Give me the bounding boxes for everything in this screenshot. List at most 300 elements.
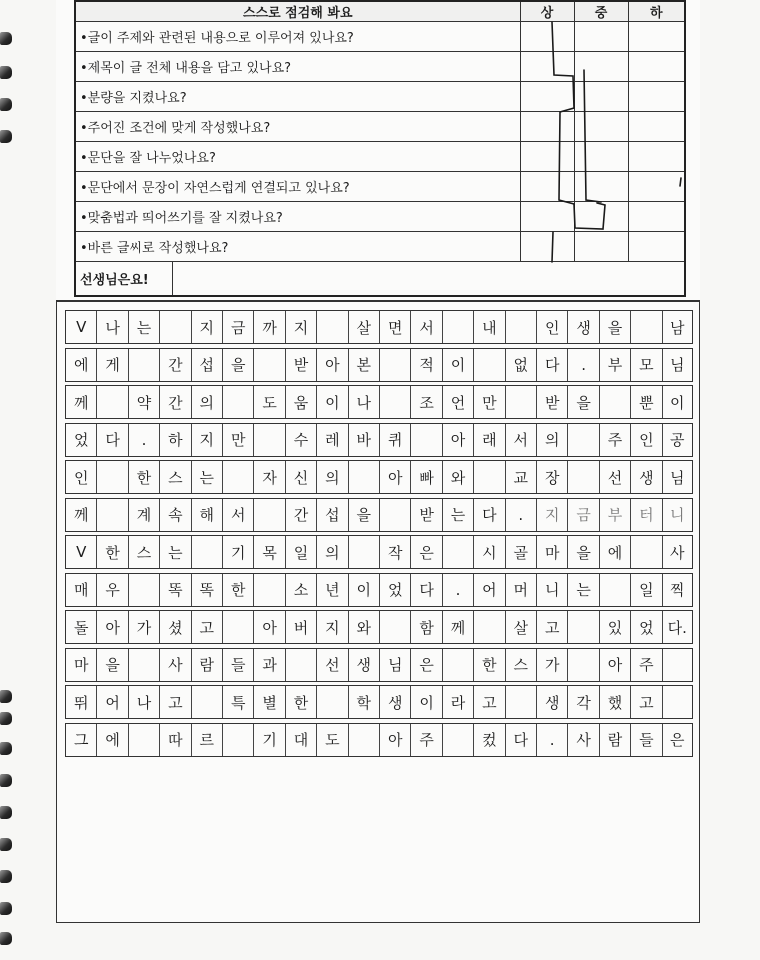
manuscript-cell: 님 <box>662 349 693 381</box>
manuscript-cell: 스 <box>505 649 536 681</box>
self-check-item: •문단을 잘 나누었나요? <box>75 142 520 172</box>
manuscript-cell: 간 <box>159 349 190 381</box>
manuscript-cell: 살 <box>348 311 379 343</box>
manuscript-cell: 과 <box>253 649 284 681</box>
manuscript-cell <box>599 386 630 418</box>
manuscript-row <box>65 310 693 344</box>
manuscript-cell: 터 <box>630 499 661 531</box>
manuscript-cell: 마 <box>536 536 567 568</box>
manuscript-row <box>65 385 693 419</box>
manuscript-cell <box>505 686 536 718</box>
manuscript-cell: 금 <box>222 311 253 343</box>
manuscript-cell <box>348 536 379 568</box>
binding-ring <box>0 690 12 703</box>
rating-cell-low <box>628 232 685 262</box>
binding-ring <box>0 32 12 45</box>
manuscript-cell <box>316 311 347 343</box>
rating-low-header: 하 <box>628 1 685 22</box>
manuscript-cell: 는 <box>191 461 222 493</box>
self-check-item: •분량을 지켰나요? <box>75 82 520 112</box>
manuscript-cell <box>630 536 661 568</box>
binding-ring <box>0 774 12 787</box>
manuscript-cell: 남 <box>662 311 693 343</box>
teacher-comment-cell <box>75 262 685 297</box>
manuscript-cell <box>128 349 159 381</box>
rating-cell-low <box>628 112 685 142</box>
manuscript-cell: 의 <box>536 424 567 456</box>
manuscript-cell <box>159 311 190 343</box>
manuscript-cell: 의 <box>191 386 222 418</box>
manuscript-cell: 서 <box>505 424 536 456</box>
self-check-row <box>75 142 685 172</box>
manuscript-cell <box>599 574 630 606</box>
manuscript-cell: . <box>505 499 536 531</box>
binding-ring <box>0 712 12 725</box>
rating-cell-mid <box>574 52 628 82</box>
manuscript-cell: 사 <box>662 536 693 568</box>
self-check-row <box>75 202 685 232</box>
manuscript-cell: 섭 <box>191 349 222 381</box>
manuscript-cell <box>379 386 410 418</box>
self-check-row <box>75 172 685 202</box>
teacher-comment-label: 선생님은요! <box>80 262 173 295</box>
rating-high-header: 상 <box>520 1 574 22</box>
manuscript-cell: 을 <box>348 499 379 531</box>
manuscript-cell <box>316 686 347 718</box>
manuscript-cell: 도 <box>316 724 347 756</box>
rating-cell-low <box>628 52 685 82</box>
manuscript-cell: 이 <box>662 386 693 418</box>
manuscript-cell: 을 <box>567 386 598 418</box>
manuscript-cell: 빠 <box>410 461 441 493</box>
manuscript-cell: 인 <box>630 424 661 456</box>
binding-ring <box>0 742 12 755</box>
manuscript-cell: 니 <box>536 574 567 606</box>
manuscript-cell: 받 <box>536 386 567 418</box>
manuscript-cell: 고 <box>191 611 222 643</box>
rating-cell-low <box>628 82 685 112</box>
manuscript-cell <box>473 611 504 643</box>
manuscript-cell: 스 <box>128 536 159 568</box>
manuscript-cell: 적 <box>410 349 441 381</box>
manuscript-cell <box>473 461 504 493</box>
manuscript-cell: 했 <box>599 686 630 718</box>
manuscript-cell: 특 <box>222 686 253 718</box>
manuscript-cell: 있 <box>599 611 630 643</box>
manuscript-cell: 와 <box>442 461 473 493</box>
manuscript-cell: 게 <box>96 349 127 381</box>
manuscript-cell: 일 <box>285 536 316 568</box>
manuscript-cell: 나 <box>96 311 127 343</box>
manuscript-cell: 부 <box>599 349 630 381</box>
manuscript-cell: 아 <box>599 649 630 681</box>
manuscript-cell: 아 <box>442 424 473 456</box>
manuscript-cell: 계 <box>128 499 159 531</box>
manuscript-cell: . <box>442 574 473 606</box>
manuscript-cell: 와 <box>348 611 379 643</box>
manuscript-cell: 지 <box>191 311 222 343</box>
manuscript-cell <box>253 499 284 531</box>
manuscript-cell: 받 <box>285 349 316 381</box>
manuscript-cell: 라 <box>442 686 473 718</box>
manuscript-cell <box>505 311 536 343</box>
manuscript-cell: 람 <box>191 649 222 681</box>
manuscript-cell: 지 <box>191 424 222 456</box>
manuscript-cell: 이 <box>442 349 473 381</box>
rating-cell-mid <box>574 202 628 232</box>
manuscript-cell <box>222 386 253 418</box>
manuscript-cell: 부 <box>599 499 630 531</box>
manuscript-cell: 주 <box>410 724 441 756</box>
manuscript-cell <box>630 311 661 343</box>
manuscript-cell: 따 <box>159 724 190 756</box>
manuscript-cell: 똑 <box>159 574 190 606</box>
manuscript-cell: 사 <box>567 724 598 756</box>
manuscript-cell <box>222 611 253 643</box>
manuscript-cell: 람 <box>599 724 630 756</box>
manuscript-cell: 자 <box>253 461 284 493</box>
manuscript-cell <box>379 611 410 643</box>
manuscript-cell <box>191 536 222 568</box>
manuscript-cell: 까 <box>253 311 284 343</box>
manuscript-cell: 기 <box>253 724 284 756</box>
rating-cell-mid <box>574 232 628 262</box>
manuscript-cell: 이 <box>348 574 379 606</box>
manuscript-cell: 선 <box>599 461 630 493</box>
manuscript-cell: 머 <box>505 574 536 606</box>
manuscript-cell: . <box>128 424 159 456</box>
manuscript-cell: 스 <box>159 461 190 493</box>
manuscript-cell <box>253 574 284 606</box>
self-check-row <box>75 112 685 142</box>
rating-cell-high <box>520 172 574 202</box>
self-check-row <box>75 52 685 82</box>
manuscript-row <box>65 535 693 569</box>
manuscript-cell: 그 <box>65 724 96 756</box>
manuscript-cell: 도 <box>253 386 284 418</box>
manuscript-cell: 을 <box>599 311 630 343</box>
self-check-header-row <box>75 1 685 22</box>
manuscript-cell <box>567 649 598 681</box>
manuscript-cell: 바 <box>348 424 379 456</box>
self-check-item: •바른 글씨로 작성했나요? <box>75 232 520 262</box>
manuscript-cell: 만 <box>473 386 504 418</box>
manuscript-cell: 는 <box>442 499 473 531</box>
manuscript-cell: 공 <box>662 424 693 456</box>
manuscript-cell: 다 <box>410 574 441 606</box>
manuscript-cell: 한 <box>285 686 316 718</box>
manuscript-cell: 매 <box>65 574 96 606</box>
manuscript-cell: 의 <box>316 536 347 568</box>
manuscript-cell: 께 <box>442 611 473 643</box>
binding-ring <box>0 932 12 945</box>
manuscript-cell: 섭 <box>316 499 347 531</box>
manuscript-cell: 약 <box>128 386 159 418</box>
self-check-item: •주어진 조건에 맞게 작성했나요? <box>75 112 520 142</box>
self-check-item: •문단에서 문장이 자연스럽게 연결되고 있나요? <box>75 172 520 202</box>
manuscript-cell: 아 <box>379 724 410 756</box>
binding-ring <box>0 66 12 79</box>
rating-cell-high <box>520 82 574 112</box>
manuscript-cell: 가 <box>128 611 159 643</box>
manuscript-cell: V <box>65 311 96 343</box>
manuscript-cell: 에 <box>65 349 96 381</box>
manuscript-cell: 었 <box>379 574 410 606</box>
manuscript-cell: 목 <box>253 536 284 568</box>
manuscript-cell <box>96 386 127 418</box>
teacher-comment-row <box>75 262 685 297</box>
manuscript-cell: 의 <box>316 461 347 493</box>
manuscript-cell: 작 <box>379 536 410 568</box>
self-check-item: •글이 주제와 관련된 내용으로 이루어져 있나요? <box>75 22 520 52</box>
rating-cell-low <box>628 22 685 52</box>
manuscript-cell: 생 <box>630 461 661 493</box>
spiral-binding <box>0 0 16 960</box>
manuscript-cell: 생 <box>379 686 410 718</box>
manuscript-cell <box>253 424 284 456</box>
manuscript-cell: 교 <box>505 461 536 493</box>
manuscript-cell: 고 <box>630 686 661 718</box>
manuscript-cell: 생 <box>567 311 598 343</box>
manuscript-cell <box>348 724 379 756</box>
manuscript-cell: 퀴 <box>379 424 410 456</box>
manuscript-cell: 나 <box>348 386 379 418</box>
manuscript-cell <box>442 649 473 681</box>
self-check-table <box>74 0 686 297</box>
manuscript-cell: 속 <box>159 499 190 531</box>
rating-cell-high <box>520 22 574 52</box>
manuscript-cell <box>191 686 222 718</box>
manuscript-cell: 살 <box>505 611 536 643</box>
manuscript-cell: 한 <box>128 461 159 493</box>
manuscript-cell: 본 <box>348 349 379 381</box>
manuscript-cell: 아 <box>379 461 410 493</box>
manuscript-cell <box>128 724 159 756</box>
manuscript-cell: 한 <box>222 574 253 606</box>
manuscript-cell: 다. <box>662 611 693 643</box>
manuscript-cell: 대 <box>285 724 316 756</box>
manuscript-cell <box>473 349 504 381</box>
manuscript-cell: 들 <box>630 724 661 756</box>
manuscript-row <box>65 648 693 682</box>
manuscript-cell: 없 <box>505 349 536 381</box>
rating-cell-low <box>628 142 685 172</box>
manuscript-cell: 이 <box>316 386 347 418</box>
manuscript-cell: 다 <box>536 349 567 381</box>
manuscript-cell: 각 <box>567 686 598 718</box>
manuscript-cell: 셨 <box>159 611 190 643</box>
manuscript-cell: 었 <box>65 424 96 456</box>
manuscript-cell: 고 <box>473 686 504 718</box>
worksheet-page <box>56 0 700 922</box>
manuscript-cell <box>96 499 127 531</box>
manuscript-cell: 어 <box>96 686 127 718</box>
manuscript-cell: 한 <box>473 649 504 681</box>
manuscript-cell: 께 <box>65 386 96 418</box>
manuscript-cell: 한 <box>96 536 127 568</box>
manuscript-cell <box>285 649 316 681</box>
manuscript-cell: 이 <box>410 686 441 718</box>
manuscript-row <box>65 460 693 494</box>
manuscript-cell <box>410 424 441 456</box>
manuscript-cell: 에 <box>96 724 127 756</box>
manuscript-cell: 을 <box>96 649 127 681</box>
manuscript-cell: 뿐 <box>630 386 661 418</box>
rating-cell-high <box>520 52 574 82</box>
manuscript-cell <box>662 649 693 681</box>
manuscript-cell: . <box>536 724 567 756</box>
manuscript-cell: 버 <box>285 611 316 643</box>
manuscript-cell: V <box>65 536 96 568</box>
manuscript-row <box>65 573 693 607</box>
manuscript-cell: 다 <box>473 499 504 531</box>
manuscript-cell: 수 <box>285 424 316 456</box>
manuscript-cell: 었 <box>630 611 661 643</box>
manuscript-cell: 은 <box>662 724 693 756</box>
manuscript-cell: 우 <box>96 574 127 606</box>
manuscript-cell: 는 <box>567 574 598 606</box>
manuscript-cell: 니 <box>662 499 693 531</box>
manuscript-cell: 뛰 <box>65 686 96 718</box>
rating-mid-header: 중 <box>574 1 628 22</box>
manuscript-cell: 님 <box>379 649 410 681</box>
manuscript-cell: 금 <box>567 499 598 531</box>
manuscript-cell: 인 <box>65 461 96 493</box>
manuscript-cell: 언 <box>442 386 473 418</box>
manuscript-cell: 돌 <box>65 611 96 643</box>
manuscript-cell: 다 <box>505 724 536 756</box>
manuscript-cell: 생 <box>536 686 567 718</box>
manuscript-cell: 학 <box>348 686 379 718</box>
manuscript-cell: 주 <box>630 649 661 681</box>
manuscript-cell <box>96 461 127 493</box>
manuscript-cell: 께 <box>65 499 96 531</box>
manuscript-cell <box>567 424 598 456</box>
manuscript-cell <box>505 386 536 418</box>
manuscript-cell: 님 <box>662 461 693 493</box>
manuscript-cell: 아 <box>96 611 127 643</box>
manuscript-cell: 내 <box>473 311 504 343</box>
manuscript-cell: 레 <box>316 424 347 456</box>
manuscript-cell <box>442 724 473 756</box>
binding-ring <box>0 870 12 883</box>
binding-ring <box>0 838 12 851</box>
self-check-row <box>75 232 685 262</box>
manuscript-cell: 간 <box>159 386 190 418</box>
manuscript-cell: 함 <box>410 611 441 643</box>
manuscript-row <box>65 723 693 757</box>
manuscript-cell: 아 <box>316 349 347 381</box>
manuscript-cell: 르 <box>191 724 222 756</box>
manuscript-cell: 별 <box>253 686 284 718</box>
manuscript-row <box>65 610 693 644</box>
rating-cell-mid <box>574 142 628 172</box>
manuscript-cell: 선 <box>316 649 347 681</box>
manuscript-cell <box>128 649 159 681</box>
binding-ring <box>0 806 12 819</box>
manuscript-cell: 년 <box>316 574 347 606</box>
manuscript-cell: 주 <box>599 424 630 456</box>
rating-cell-mid <box>574 82 628 112</box>
manuscript-cell: 아 <box>253 611 284 643</box>
manuscript-cell: 모 <box>630 349 661 381</box>
manuscript-cell: 해 <box>191 499 222 531</box>
manuscript-cell: . <box>567 349 598 381</box>
manuscript-cell <box>567 461 598 493</box>
manuscript-cell: 골 <box>505 536 536 568</box>
binding-ring <box>0 902 12 915</box>
manuscript-cell: 면 <box>379 311 410 343</box>
manuscript-cell: 고 <box>536 611 567 643</box>
manuscript-cell: 서 <box>222 499 253 531</box>
manuscript-cell: 을 <box>222 349 253 381</box>
manuscript-cell: 움 <box>285 386 316 418</box>
manuscript-cell: 장 <box>536 461 567 493</box>
manuscript-cell <box>442 536 473 568</box>
manuscript-cell: 생 <box>348 649 379 681</box>
manuscript-cell: 찍 <box>662 574 693 606</box>
criteria-header: 스스로 점검해 봐요 <box>75 1 520 22</box>
self-check-row <box>75 82 685 112</box>
manuscript-cell: 일 <box>630 574 661 606</box>
manuscript-cell: 지 <box>536 499 567 531</box>
rating-cell-low <box>628 172 685 202</box>
manuscript-cell <box>348 461 379 493</box>
binding-ring <box>0 98 12 111</box>
rating-cell-high <box>520 112 574 142</box>
manuscript-row <box>65 423 693 457</box>
rating-cell-high <box>520 202 574 232</box>
manuscript-cell: 받 <box>410 499 441 531</box>
manuscript-cell: 지 <box>285 311 316 343</box>
manuscript-cell <box>379 349 410 381</box>
rating-cell-mid <box>574 22 628 52</box>
manuscript-row <box>65 348 693 382</box>
manuscript-cell: 만 <box>222 424 253 456</box>
manuscript-cell: 기 <box>222 536 253 568</box>
manuscript-cell: 에 <box>599 536 630 568</box>
manuscript-cell <box>567 611 598 643</box>
manuscript-cell: 하 <box>159 424 190 456</box>
manuscript-cell: 들 <box>222 649 253 681</box>
manuscript-cell: 을 <box>567 536 598 568</box>
manuscript-cell: 은 <box>410 536 441 568</box>
rating-cell-high <box>520 232 574 262</box>
manuscript-cell: 는 <box>159 536 190 568</box>
self-check-item: •제목이 글 전체 내용을 담고 있나요? <box>75 52 520 82</box>
self-check-row <box>75 22 685 52</box>
manuscript-row <box>65 498 693 532</box>
rating-cell-high <box>520 142 574 172</box>
manuscript-row <box>65 685 693 719</box>
manuscript-cell: 똑 <box>191 574 222 606</box>
manuscript-paper <box>56 300 700 923</box>
manuscript-cell: 나 <box>128 686 159 718</box>
manuscript-cell <box>442 311 473 343</box>
manuscript-cell: 서 <box>410 311 441 343</box>
manuscript-cell <box>222 724 253 756</box>
rating-cell-mid <box>574 172 628 202</box>
binding-ring <box>0 130 12 143</box>
manuscript-cell: 사 <box>159 649 190 681</box>
manuscript-cell <box>662 686 693 718</box>
rating-cell-mid <box>574 112 628 142</box>
manuscript-cell <box>128 574 159 606</box>
manuscript-cell: 인 <box>536 311 567 343</box>
manuscript-cell: 마 <box>65 649 96 681</box>
self-check-item: •맞춤법과 띄어쓰기를 잘 지켰나요? <box>75 202 520 232</box>
manuscript-cell: 컸 <box>473 724 504 756</box>
